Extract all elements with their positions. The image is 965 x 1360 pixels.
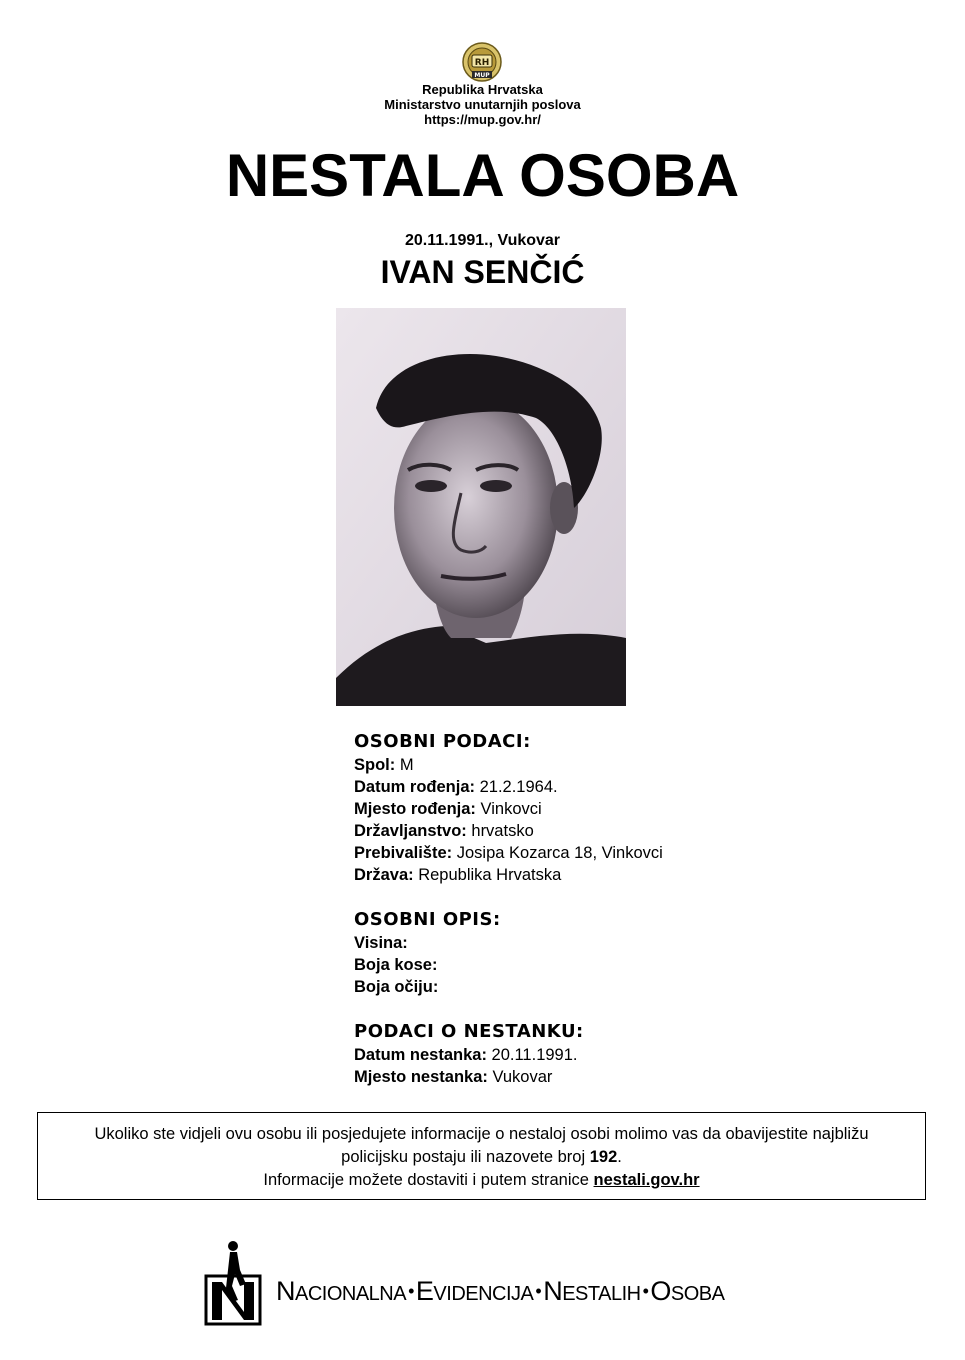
header-country: Republika Hrvatska bbox=[422, 82, 543, 97]
personal-data-heading: OSOBNI PODACI: bbox=[354, 731, 531, 752]
notice-box bbox=[37, 1112, 926, 1200]
field-birth-date: Datum rođenja: 21.2.1964. bbox=[354, 778, 558, 796]
website-link[interactable]: nestali.gov.hr bbox=[593, 1171, 700, 1189]
person-portrait-photo bbox=[336, 308, 626, 706]
field-residence: Prebivalište: Josipa Kozarca 18, Vinkovci bbox=[354, 844, 663, 862]
disappearance-heading: PODACI O NESTANKU: bbox=[354, 1021, 584, 1042]
field-country: Država: Republika Hrvatska bbox=[354, 866, 562, 884]
svg-text:MUP: MUP bbox=[474, 72, 490, 79]
field-hair-color: Boja kose: bbox=[354, 956, 438, 974]
header-ministry: Ministarstvo unutarnjih poslova bbox=[384, 97, 581, 112]
field-height: Visina: bbox=[354, 934, 408, 952]
phone-number: 192 bbox=[589, 1148, 618, 1166]
mup-emblem-icon bbox=[460, 42, 504, 84]
info-section bbox=[354, 730, 874, 1088]
field-citizenship: Državljanstvo: hrvatsko bbox=[354, 822, 534, 840]
field-eye-color: Boja očiju: bbox=[354, 978, 439, 996]
walking-person-logo-icon bbox=[204, 1240, 262, 1326]
field-sex: Spol: M bbox=[354, 756, 414, 774]
missing-date-place: 20.11.1991., Vukovar bbox=[404, 232, 561, 249]
person-name: IVAN SENČIĆ bbox=[380, 254, 585, 290]
footer-brand-text: NACIONALNA •EVIDENCIJA •NESTALIH •OSOBA bbox=[276, 1276, 725, 1306]
header-url: https://mup.gov.hr/ bbox=[424, 112, 541, 127]
field-missing-date: Datum nestanka: 20.11.1991. bbox=[354, 1046, 578, 1064]
notice-line-3: Informacije možete dostaviti i putem stranice nestali.gov.hr bbox=[263, 1171, 700, 1189]
notice-line-2: policijsku postaju ili nazovete broj 192. bbox=[341, 1148, 622, 1166]
svg-text:RH: RH bbox=[474, 58, 490, 68]
field-missing-place: Mjesto nestanka: Vukovar bbox=[354, 1068, 553, 1086]
field-birth-place: Mjesto rođenja: Vinkovci bbox=[354, 800, 542, 818]
description-heading: OSOBNI OPIS: bbox=[354, 909, 501, 930]
notice-line-1: Ukoliko ste vidjeli ovu osobu ili posjedujete informacije o nestaloj osobi molimo vas da obavijestite najbližu bbox=[94, 1125, 869, 1143]
page-title: NESTALA OSOBA bbox=[225, 142, 740, 209]
